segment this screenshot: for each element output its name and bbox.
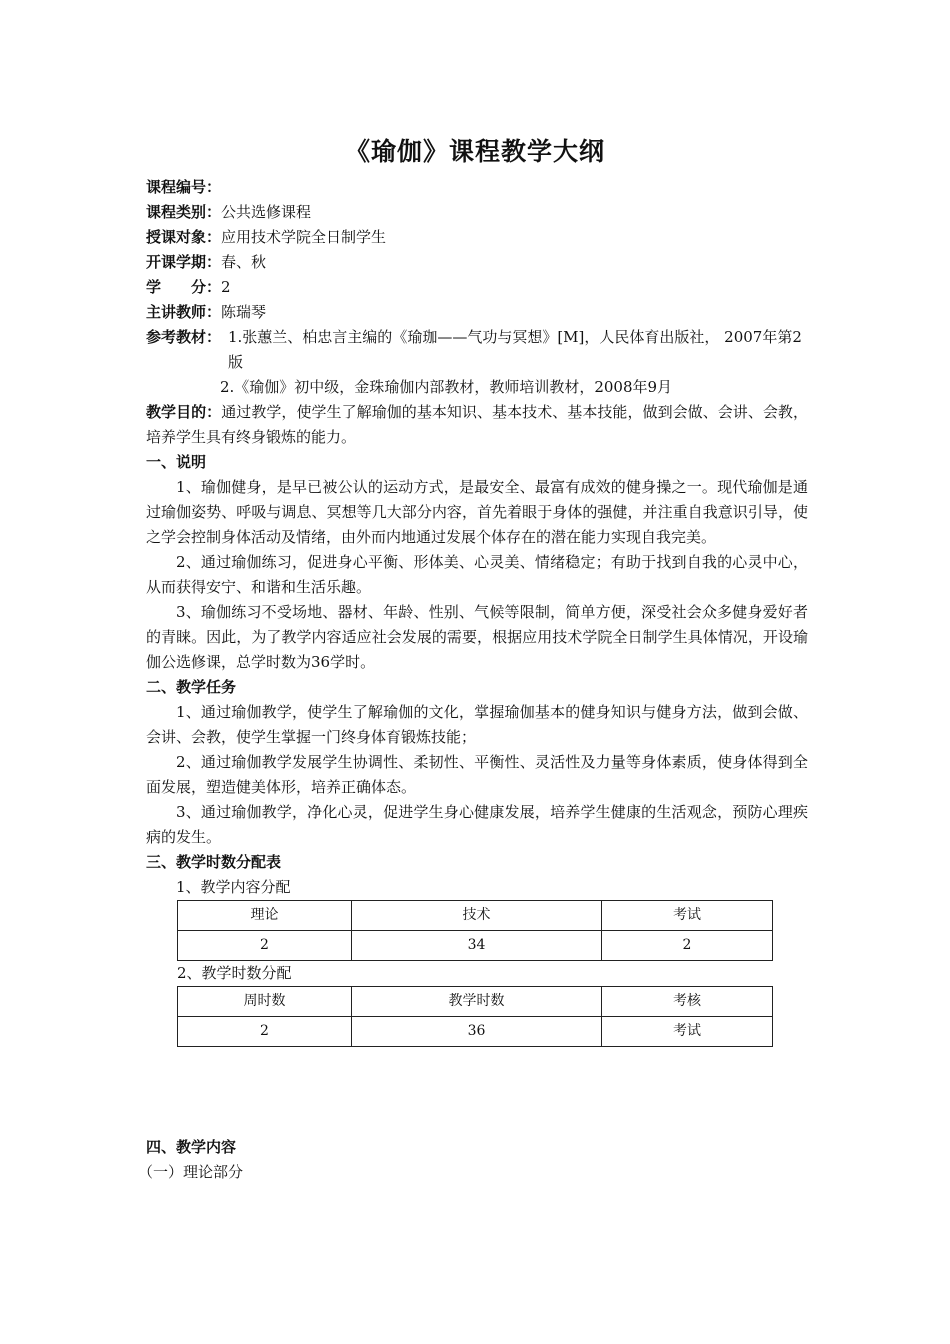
reference-label: 参考教材： — [146, 328, 222, 346]
table-cell: 36 — [352, 1017, 602, 1047]
objective — [146, 400, 808, 450]
table-cell: 34 — [352, 931, 602, 961]
info-audience — [146, 225, 808, 250]
info-value: 春、秋 — [221, 253, 267, 271]
info-value: 应用技术学院全日制学生 — [221, 228, 387, 246]
table-header-cell: 考试 — [602, 901, 773, 931]
table-header-row — [178, 901, 773, 931]
table-cell: 考试 — [602, 1017, 773, 1047]
table-1-caption: 1、教学内容分配 — [176, 878, 291, 896]
section-2-para: 2、通过瑜伽教学发展学生协调性、柔韧性、平衡性、灵活性及力量等身体素质，使身体得到全面发展，塑造健美体形，培养正确体态。 — [146, 753, 808, 796]
info-value: 2 — [221, 278, 231, 296]
info-course-code — [146, 175, 808, 200]
info-teacher — [146, 300, 808, 325]
reference-2: 2.《瑜伽》初中级，金珠瑜伽内部教材，教师培训教材，2008年9月 — [220, 378, 673, 396]
info-label: 课程编号： — [146, 178, 222, 196]
info-label: 开课学期： — [146, 253, 222, 271]
section-2-para: 3、通过瑜伽教学，净化心灵，促进学生身心健康发展，培养学生健康的生活观念，预防心理疾病的发生。 — [146, 803, 808, 846]
section-1-para: 1、瑜伽健身，是早已被公认的运动方式，是最安全、最富有成效的健身操之一。现代瑜伽是通过瑜伽姿势、呼吸与调息、冥想等几大部分内容，首先着眼于身体的强健，并注重自我意识引导，使之学会控制身体活动及情绪，由外而内地通过发展个体存在的潜在能力实现自我完美。 — [146, 478, 808, 546]
objective-text: 通过教学，使学生了解瑜伽的基本知识、基本技术、基本技能，做到会做、会讲、会教，培养学生具有终身锻炼的能力。 — [146, 403, 808, 446]
document-body — [138, 175, 808, 1185]
table-header-row — [178, 987, 773, 1017]
info-label: 学 分： — [146, 278, 222, 296]
section-1-heading: 一、说明 — [146, 453, 207, 471]
info-label: 课程类别： — [146, 203, 222, 221]
table-header-cell: 技术 — [352, 901, 602, 931]
spacer — [146, 1047, 808, 1135]
objective-label: 教学目的： — [146, 403, 222, 421]
info-label: 主讲教师： — [146, 303, 222, 321]
section-4-heading: 四、教学内容 — [146, 1138, 237, 1156]
table-cell: 2 — [602, 931, 773, 961]
section-3-heading: 三、教学时数分配表 — [146, 853, 282, 871]
section-2-heading: 二、教学任务 — [146, 678, 237, 696]
reference-1: 1.张蕙兰、柏忠言主编的《瑜珈——气功与冥想》[M]，人民体育出版社， 2007年第2版 — [228, 328, 802, 371]
info-value: 公共选修课程 — [221, 203, 312, 221]
table-header-cell: 理论 — [178, 901, 352, 931]
table-2-caption: 2、教学时数分配 — [177, 964, 292, 982]
info-course-category — [146, 200, 808, 225]
table-header-cell: 考核 — [602, 987, 773, 1017]
table-header-cell: 教学时数 — [352, 987, 602, 1017]
section-2-para: 1、通过瑜伽教学，使学生了解瑜伽的文化，掌握瑜伽基本的健身知识与健身方法，做到会做、会讲、会教，使学生掌握一门终身体育锻炼技能； — [146, 703, 808, 746]
table-header-cell: 周时数 — [178, 987, 352, 1017]
section-4-subheading: （一）理论部分 — [138, 1163, 244, 1181]
section-1-para: 3、瑜伽练习不受场地、器材、年龄、性别、气候等限制，简单方便，深受社会众多健身爱好者的青睐。因此，为了教学内容适应社会发展的需要，根据应用技术学院全日制学生具体情况，开设瑜伽公选修课，总学时数为36学时。 — [146, 603, 808, 671]
info-credits — [146, 275, 808, 300]
content-allocation-table — [177, 900, 773, 961]
table-row — [178, 1017, 773, 1047]
table-row — [178, 931, 773, 961]
info-value: 陈瑞琴 — [221, 303, 267, 321]
reference-block — [146, 325, 808, 400]
info-label: 授课对象： — [146, 228, 222, 246]
table-cell: 2 — [178, 1017, 352, 1047]
hours-allocation-table — [177, 986, 773, 1047]
table-cell: 2 — [178, 931, 352, 961]
section-1-para: 2、通过瑜伽练习，促进身心平衡、形体美、心灵美、情绪稳定；有助于找到自我的心灵中心，从而获得安宁、和谐和生活乐趣。 — [146, 553, 808, 596]
document-title: 《瑜伽》课程教学大纲 — [344, 137, 605, 166]
info-semester — [146, 250, 808, 275]
